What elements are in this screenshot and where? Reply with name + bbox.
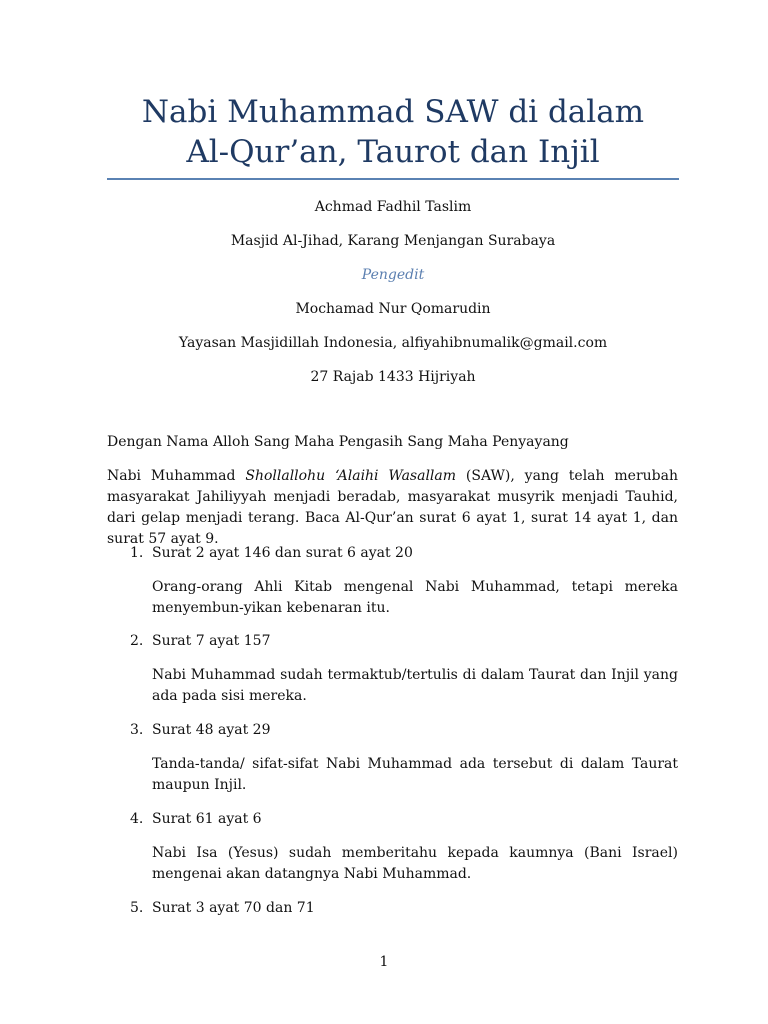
- author-name: Achmad Fadhil Taslim: [314, 199, 472, 215]
- list-item-number: 1.: [130, 545, 144, 561]
- title-line-1: Nabi Muhammad SAW di dalam: [141, 94, 645, 130]
- document-title: [107, 92, 679, 172]
- page-number: 1: [379, 954, 389, 970]
- list-item-3-label: 3. Surat 48 ayat 29: [130, 720, 270, 741]
- intro-text-2: (SAW), yang telah merubah masyarakat Jahiliyyah menjadi beradab, masyarakat musyrik menjadi Tauhid, dari gelap menjadi terang. Baca Al-Qur’an surat 6 ayat 1, surat 14 ayat 1, dan surat 57 ayat 9.: [107, 468, 679, 547]
- list-item-4-desc: Nabi Isa (Yesus) sudah memberitahu kepada kaumnya (Bani Israel) mengenai akan datangnya Nabi Muhammad.: [152, 845, 678, 882]
- list-item-2-label: 2. Surat 7 ayat 157: [130, 631, 270, 652]
- title-line-2: Al-Qur’an, Taurot dan Injil: [186, 134, 600, 170]
- list-item-number: 3.: [130, 722, 144, 738]
- list-item-number: 5.: [130, 900, 144, 916]
- editor-name: Mochamad Nur Qomarudin: [295, 301, 491, 317]
- list-item-5-label: 5. Surat 3 ayat 70 dan 71: [130, 898, 315, 919]
- list-item-2-desc: Nabi Muhammad sudah termaktub/tertulis di dalam Taurat dan Injil yang ada pada sisi mereka.: [152, 667, 678, 704]
- title-divider: [107, 178, 679, 180]
- intro-honorific: Shollallohu ‘Alaihi Wasallam: [245, 468, 457, 484]
- editor-label: Pengedit: [361, 267, 425, 283]
- intro-paragraph: [107, 466, 678, 550]
- document-date: 27 Rajab 1433 Hijriyah: [310, 369, 476, 385]
- list-item-4-label: 4. Surat 61 ayat 6: [130, 809, 262, 830]
- editor-affiliation: Yayasan Masjidillah Indonesia, alfiyahibnumalik@gmail.com: [178, 335, 608, 351]
- author-affiliation: Masjid Al-Jihad, Karang Menjangan Surabaya: [230, 233, 556, 249]
- opening-line: Dengan Nama Alloh Sang Maha Pengasih Sang Maha Penyayang: [107, 434, 569, 450]
- list-item-3-desc: Tanda-tanda/ sifat-sifat Nabi Muhammad ada tersebut di dalam Taurat maupun Injil.: [152, 756, 678, 793]
- list-item-number: 4.: [130, 811, 144, 827]
- list-item-1-label: 1. Surat 2 ayat 146 dan surat 6 ayat 20: [130, 543, 413, 564]
- list-item-number: 2.: [130, 633, 144, 649]
- list-item-1-desc: Orang-orang Ahli Kitab mengenal Nabi Muhammad, tetapi mereka menyembun-yikan kebenaran itu.: [152, 579, 678, 616]
- intro-text-1: Nabi Muhammad: [107, 468, 246, 484]
